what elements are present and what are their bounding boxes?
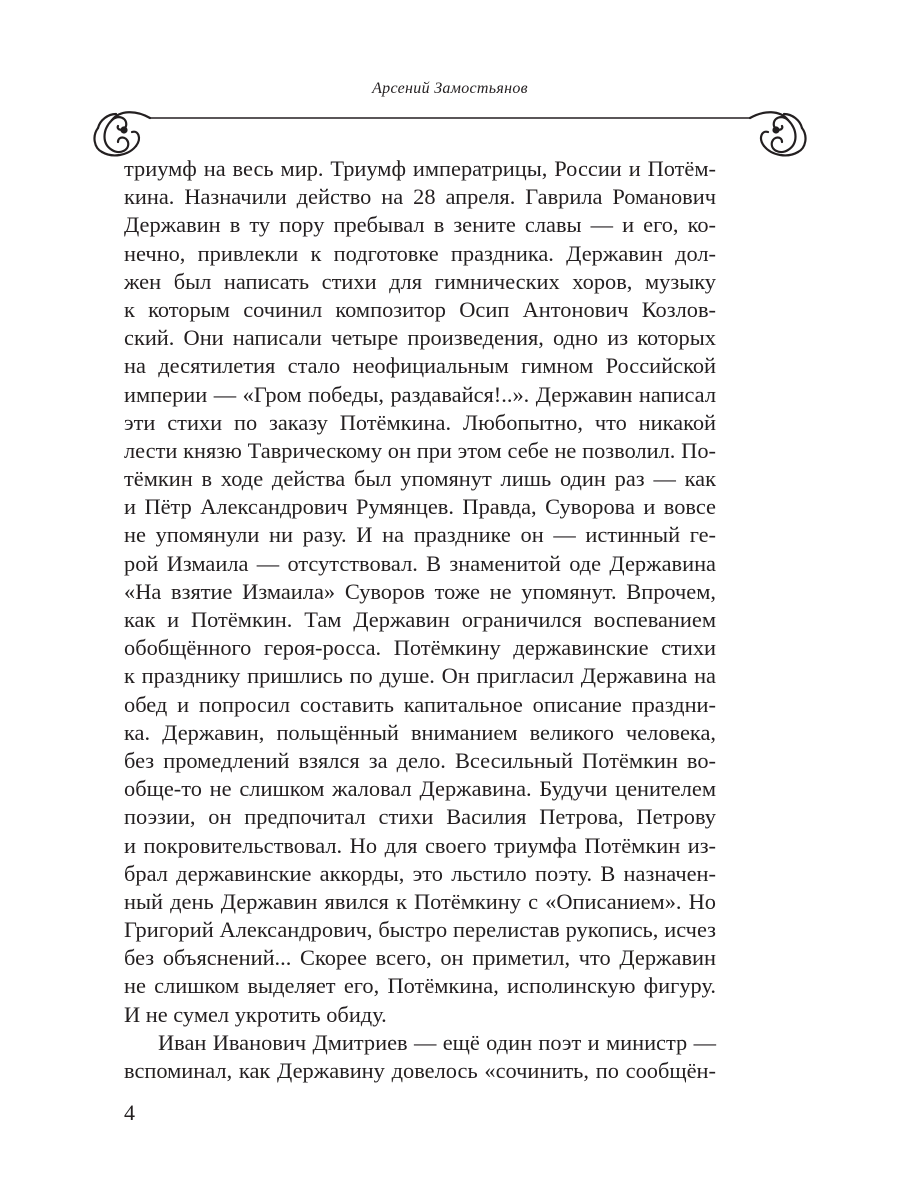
text-line: кина. Назначили действо на 28 апреля. Гаврила Романович xyxy=(124,184,716,210)
paragraph xyxy=(124,155,716,1029)
text-line: жен был написать стихи для гимнических хоров, музыку xyxy=(124,268,716,294)
text-line: и Пётр Александрович Румянцев. Правда, Суворова и вовсе xyxy=(124,494,716,520)
text-line: Иван Иванович Дмитриев — ещё один поэт и министр — xyxy=(158,1029,716,1055)
text-line: брал державинские аккорды, это льстило поэту. В назначен- xyxy=(124,860,716,886)
text-line: к празднику пришлись по душе. Он пригласил Державина на xyxy=(124,663,716,689)
text-line: обще-то не слишком жаловал Державина. Будучи ценителем xyxy=(124,776,716,802)
left-flourish-icon xyxy=(95,112,150,155)
page-number: 4 xyxy=(124,1100,135,1125)
text-line: на десятилетия стало неофициальным гимном Российской xyxy=(124,353,716,379)
text-line: ный день Державин явился к Потёмкину с «Описанием». Но xyxy=(124,888,716,914)
text-line: без промедлений взялся за дело. Всесильный Потёмкин во- xyxy=(124,747,716,773)
text-line: ка. Державин, польщённый вниманием великого человека, xyxy=(124,719,716,745)
paragraph xyxy=(124,1029,716,1085)
text-line: Григорий Александрович, быстро перелистав рукопись, исчез xyxy=(124,917,716,943)
text-line: империи — «Гром победы, раздавайся!..». Державин написал xyxy=(124,381,716,407)
text-line: ский. Они написали четыре произведения, одно из которых xyxy=(124,325,716,351)
text-line: И не сумел укротить обиду. xyxy=(124,1001,387,1027)
text-line: не слишком выделяет его, Потёмкина, исполинскую фигуру. xyxy=(124,973,716,999)
header-ornament-rule xyxy=(88,100,812,162)
text-line: и покровительствовал. Но для своего триумфа Потёмкин из- xyxy=(124,832,716,858)
text-line: рой Измаила — отсутствовал. В знаменитой оде Державина xyxy=(124,550,716,576)
text-line: триумф на весь мир. Триумф императрицы, России и Потём- xyxy=(124,156,716,181)
text-line: лести князю Таврическому он при этом себе не позволил. По- xyxy=(124,437,716,463)
body-text xyxy=(124,155,716,1085)
text-line: обед и попросил составить капитальное описание праздни- xyxy=(124,691,716,717)
text-line: нечно, привлекли к подготовке праздника. Державин дол- xyxy=(124,240,716,266)
text-line: без объяснений... Скорее всего, он приметил, что Державин xyxy=(124,945,716,971)
text-line: вспоминал, как Державину довелось «сочинить, по сообщён- xyxy=(124,1058,716,1083)
text-line: обобщённого героя-росса. Потёмкину державинские стихи xyxy=(124,635,716,661)
text-line: эти стихи по заказу Потёмкина. Любопытно, что никакой xyxy=(124,409,716,435)
text-line: Державин в ту пору пребывал в зените славы — и его, ко- xyxy=(124,212,716,238)
right-flourish-icon xyxy=(750,112,805,155)
running-header: Арсений Замостьянов xyxy=(372,80,528,97)
text-line: как и Потёмкин. Там Державин ограничился воспеванием xyxy=(124,607,716,632)
text-line: поэзии, он предпочитал стихи Василия Петрова, Петрову xyxy=(124,804,716,830)
text-line: «На взятие Измаила» Суворов тоже не упомянут. Впрочем, xyxy=(124,578,716,604)
text-line: тёмкин в ходе действа был упомянут лишь один раз — как xyxy=(124,466,716,492)
text-line: к которым сочинил композитор Осип Антонович Козлов- xyxy=(124,296,716,322)
text-line: не упомянули ни разу. И на празднике он — истинный ге- xyxy=(124,522,716,548)
